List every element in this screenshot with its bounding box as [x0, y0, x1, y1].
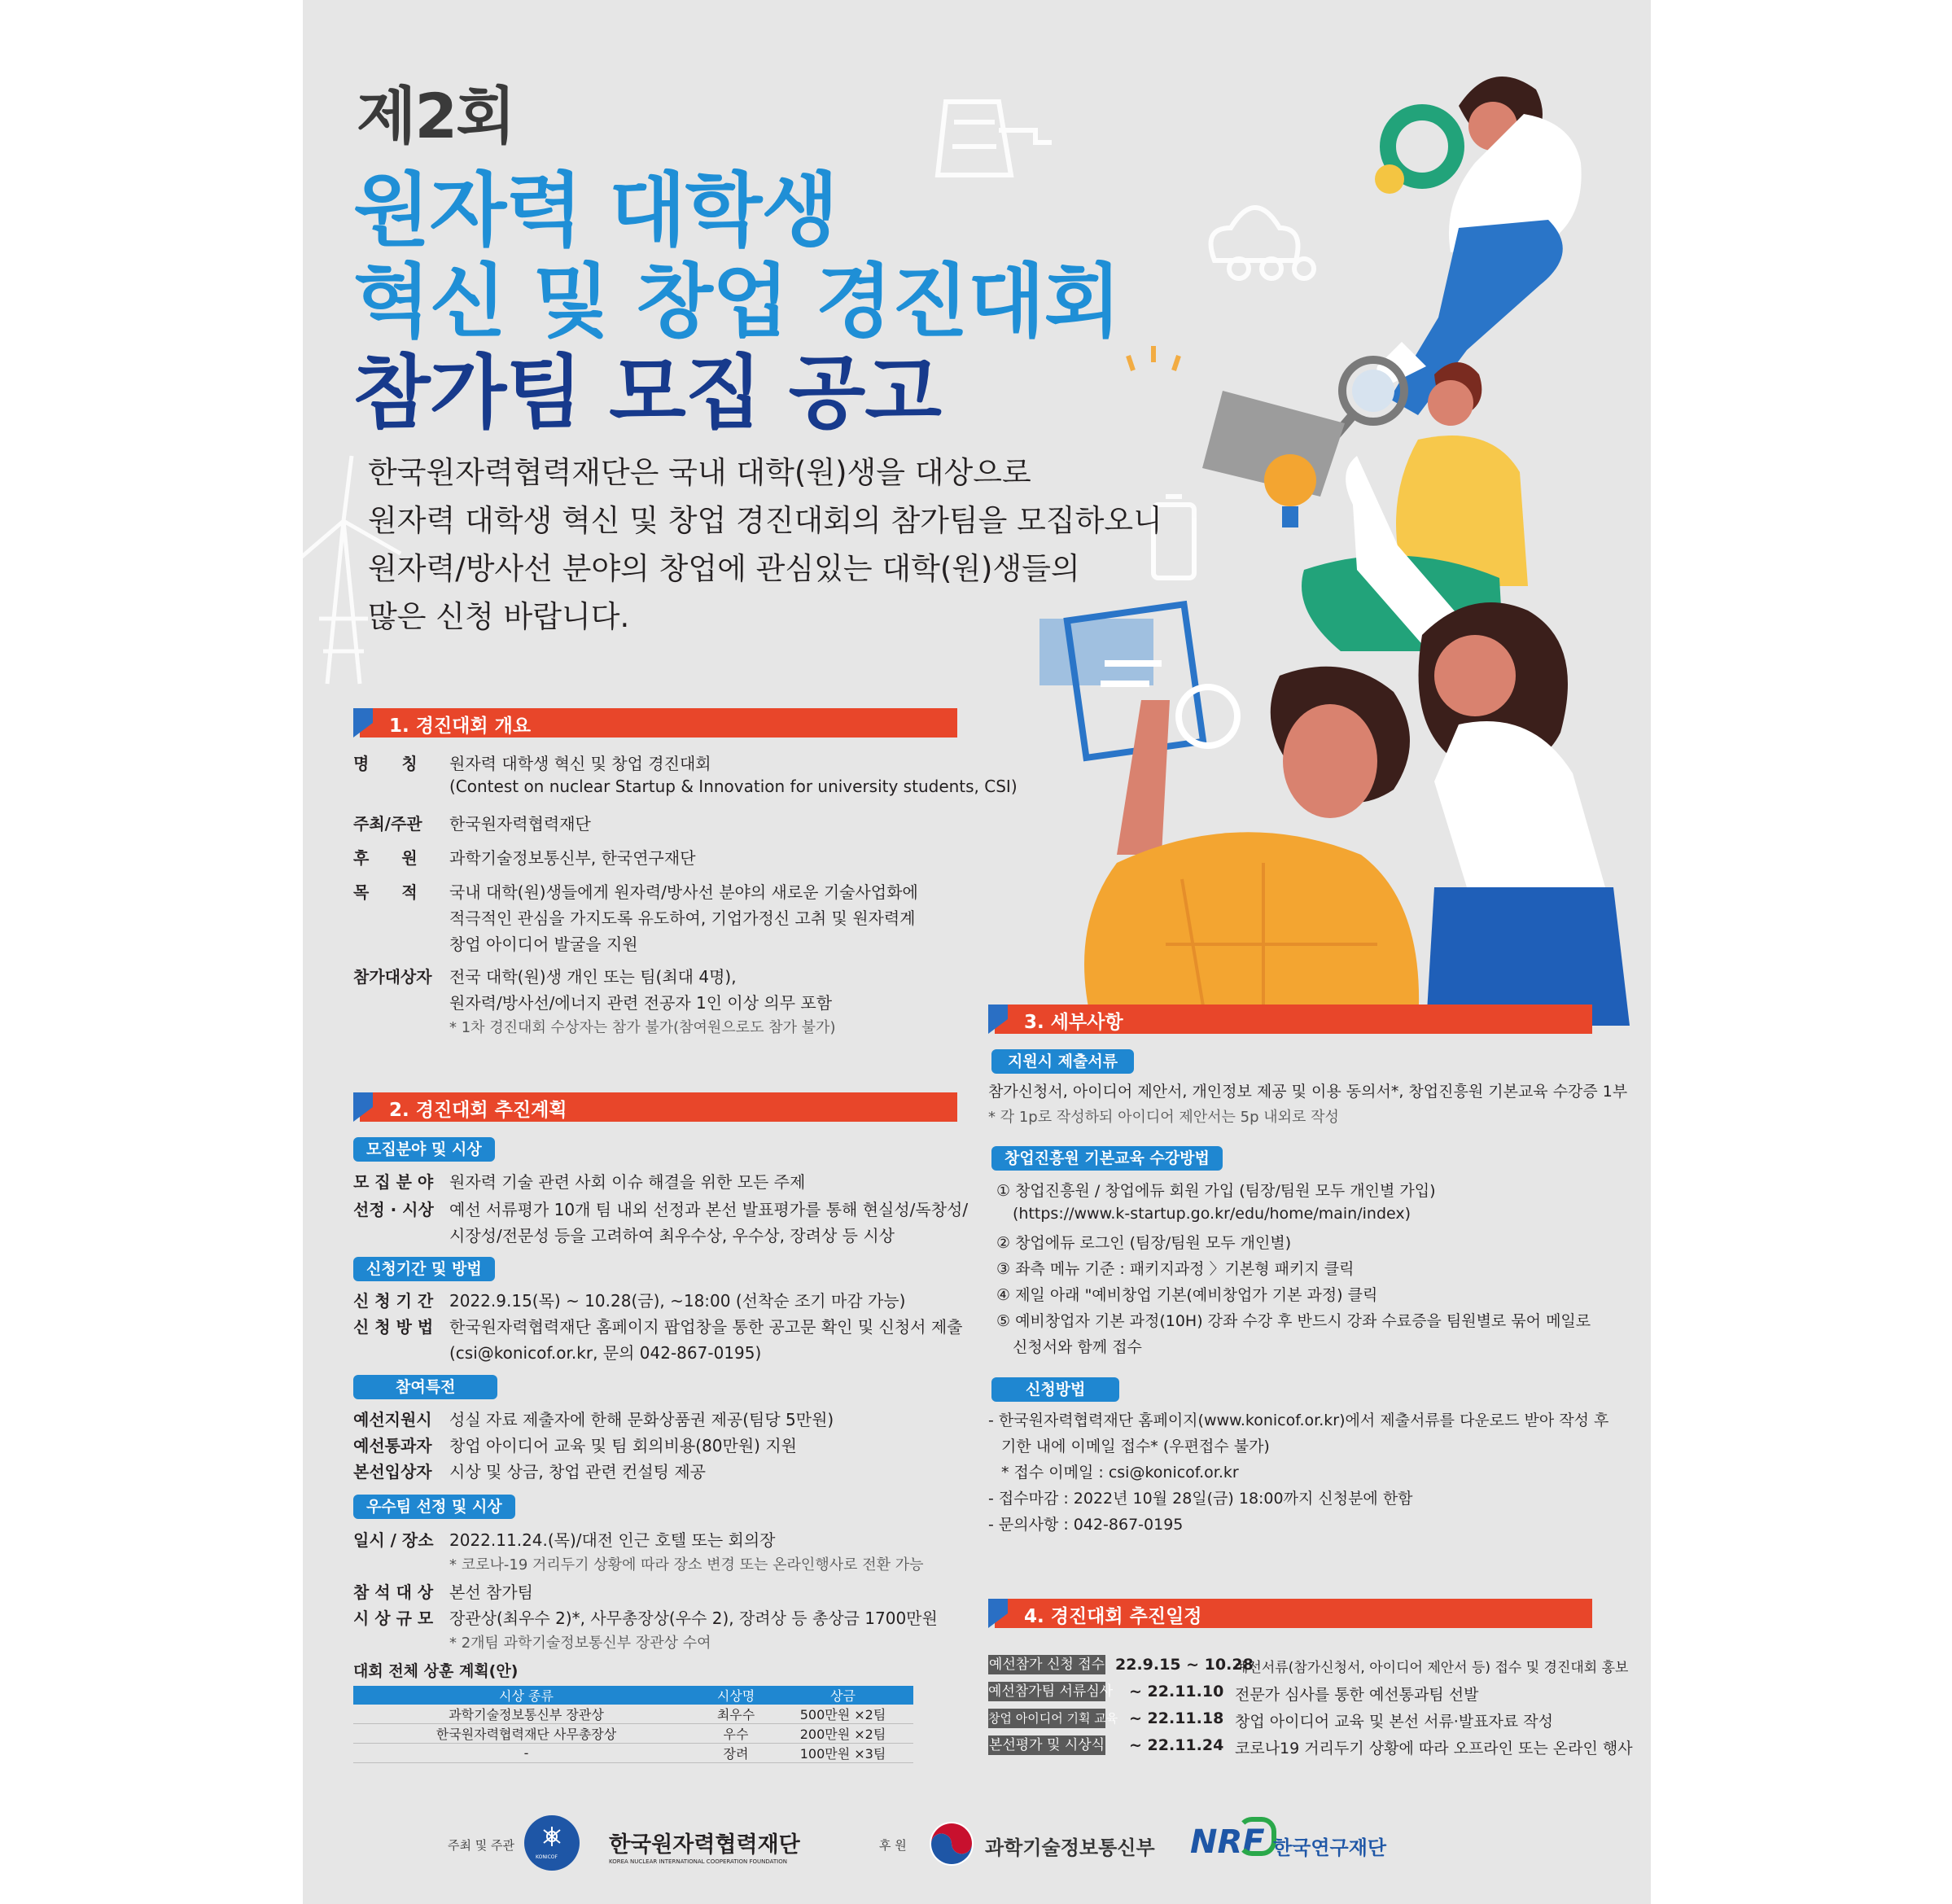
s1-val-sponsor: 과학기술정보통신부, 한국연구재단 [449, 848, 696, 868]
section-1-heading [353, 708, 957, 738]
award-cell: 100만원 ×3팀 [772, 1744, 913, 1763]
s2-key-field: 모 집 분 야 [353, 1172, 434, 1192]
intro-line-3: 원자력/방사선 분야의 창업에 관심있는 대학(원)생들의 [368, 551, 1080, 586]
s3-edu-2: ② 창업에듀 로그인 (팀장/팀원 모두 개인별) [996, 1234, 1292, 1252]
award-cell: - [353, 1744, 699, 1763]
s3-edu-3: ③ 좌측 메뉴 기준 : 패키지과정 〉기본형 패키지 클릭 [996, 1260, 1355, 1278]
s1-key-target: 참가대상자 [353, 967, 432, 987]
s2-sub1-pill: 모집분야 및 시상 [353, 1137, 495, 1162]
s3-apply-1b: 기한 내에 이메일 접수* (우편접수 불가) [1001, 1438, 1270, 1455]
title-line-2: 혁신 및 창업 경진대회 [353, 256, 1121, 348]
section-2-heading [353, 1092, 957, 1122]
s1-val-name: 원자력 대학생 혁신 및 창업 경진대회 [449, 754, 711, 773]
s2-val-scale: 장관상(최우수 2)*, 사무총장상(우수 2), 장려상 등 총상금 1700만원 [449, 1609, 938, 1628]
edition-label: 제2회 [357, 80, 514, 152]
s2-key-prelim: 예선지원시 [353, 1410, 432, 1429]
konicof-logo-icon [524, 1815, 580, 1871]
s2-sub2-pill: 신청기간 및 방법 [353, 1257, 495, 1281]
table-row [353, 1744, 913, 1763]
s2-key-attend: 참 석 대 상 [353, 1582, 434, 1602]
msit-name: 과학기술정보통신부 [985, 1836, 1155, 1859]
schedule-label-3: 창업 아이디어 기획 교육 [988, 1709, 1105, 1728]
schedule-label-1: 예선참가 신청 접수 [988, 1657, 1105, 1673]
s3-apply-1: - 한국원자력협력재단 홈페이지(www.konicof.or.kr)에서 제출서류를 다운로드 받아 작성 후 [988, 1412, 1609, 1429]
title-line-1: 원자력 대학생 [353, 164, 838, 257]
s2-key-when: 일시 / 장소 [353, 1530, 434, 1550]
s2-val-method-2: (csi@konicof.or.kr, 문의 042-867-0195) [449, 1343, 762, 1363]
award-table-header [353, 1686, 913, 1705]
s2-val-prelim: 성실 자료 제출자에 한해 문화상품권 제공(팀당 5만원) [449, 1410, 834, 1429]
s3-edu-5: ⑤ 예비창업자 기본 과정(10H) 강좌 수강 후 반드시 강좌 수료증을 팀원별로 묶어 메일로 [996, 1312, 1591, 1330]
table-row [353, 1705, 913, 1724]
footer-host-label: 주최 및 주관 [448, 1838, 514, 1853]
nrf-name: 한국연구재단 [1273, 1836, 1387, 1859]
schedule-desc-3: 창업 아이디어 교육 및 본선 서류·발표자료 작성 [1235, 1713, 1554, 1731]
s1-val-purpose-2: 적극적인 관심을 가지도록 유도하여, 기업가정신 고취 및 원자력계 [449, 908, 916, 928]
schedule-date-2: ~ 22.11.10 [1129, 1683, 1224, 1700]
table-row [353, 1724, 913, 1744]
award-cell: 한국원자력협력재단 사무총장상 [353, 1724, 699, 1744]
s2-key-scale: 시 상 규 모 [353, 1609, 434, 1628]
s2-val-method-1: 한국원자력협력재단 홈페이지 팝업창을 통한 공고문 확인 및 신청서 제출 [449, 1317, 963, 1337]
section-4-heading [988, 1599, 1592, 1628]
section-3-heading [988, 1005, 1592, 1034]
award-col-name: 시상명 [699, 1686, 772, 1705]
schedule-date-3: ~ 22.11.18 [1129, 1709, 1224, 1727]
s2-key-winner: 본선입상자 [353, 1462, 432, 1482]
s2-note-scale: * 2개팀 과학기술정보통신부 장관상 수여 [449, 1635, 711, 1652]
s1-key-host: 주최/주관 [353, 814, 422, 834]
section-1-heading-label: 1. 경진대회 개요 [389, 716, 532, 737]
s3-edu-4: ④ 제일 아래 "예비창업 기본(예비창업가 기본 과정) 클릭 [996, 1286, 1378, 1304]
s2-val-when: 2022.11.24.(목)/대전 인근 호텔 또는 회의장 [449, 1530, 776, 1550]
s3-docs-pill: 지원시 제출서류 [991, 1049, 1134, 1074]
s1-val-target-2: 원자력/방사선/에너지 관련 전공자 1인 이상 의무 포함 [449, 993, 833, 1013]
s2-val-winner: 시상 및 상금, 창업 관련 컨설팅 제공 [449, 1462, 706, 1482]
s1-val-target-1: 전국 대학(원)생 개인 또는 팀(최대 4명), [449, 967, 737, 987]
award-cell: 우수 [699, 1724, 772, 1744]
s1-val-host: 한국원자력협력재단 [449, 814, 591, 834]
s3-docs-note: * 각 1p로 작성하되 아이디어 제안서는 5p 내외로 작성 [988, 1109, 1339, 1126]
title-line-3: 참가팀 모집 공고 [353, 347, 941, 440]
konicof-name: 한국원자력협력재단 [609, 1832, 800, 1858]
konicof-sub: KOREA NUCLEAR INTERNATIONAL COOPERATION FOUNDATION [609, 1858, 787, 1865]
s2-sub3-pill: 참여특전 [353, 1375, 497, 1399]
section-2-heading-label: 2. 경진대회 추진계획 [389, 1100, 567, 1121]
s1-val-purpose-3: 창업 아이디어 발굴을 지원 [449, 934, 638, 954]
s2-key-select: 선정 · 시상 [353, 1200, 434, 1219]
award-cell: 최우수 [699, 1705, 772, 1724]
award-col-type: 시상 종류 [353, 1686, 699, 1705]
s2-key-passed: 예선통과자 [353, 1436, 432, 1455]
schedule-label-2: 예선참가팀 서류심사 [988, 1683, 1114, 1700]
section-3-heading-label: 3. 세부사항 [1024, 1012, 1123, 1033]
schedule-date-4: ~ 22.11.24 [1129, 1736, 1224, 1754]
msit-logo-icon [928, 1820, 975, 1867]
s3-apply-pill: 신청방법 [991, 1377, 1119, 1402]
footer-sponsor-label: 후 원 [879, 1838, 907, 1853]
schedule-desc-2: 전문가 심사를 통한 예선통과팀 선발 [1235, 1686, 1479, 1704]
s1-key-name: 명 칭 [353, 754, 418, 773]
poster [303, 0, 1651, 1904]
intro-line-2: 원자력 대학생 혁신 및 창업 경진대회의 참가팀을 모집하오니 [368, 503, 1162, 538]
award-col-prize: 상금 [772, 1686, 913, 1705]
s1-key-sponsor: 후 원 [353, 848, 418, 868]
s2-sub4-pill: 우수팀 선정 및 시상 [353, 1495, 515, 1519]
award-cell: 과학기술정보통신부 장관상 [353, 1705, 699, 1724]
s3-edu-1: ① 창업진흥원 / 창업에듀 회원 가입 (팀장/팀원 모두 개인별 가입) [996, 1182, 1436, 1200]
s3-apply-email: * 접수 이메일 : csi@konicof.or.kr [1001, 1464, 1239, 1482]
award-table [353, 1686, 913, 1763]
s2-note-when: * 코로나-19 거리두기 상황에 따라 장소 변경 또는 온라인행사로 전환 가능 [449, 1556, 924, 1574]
konicof-mark: KONICOF [536, 1854, 558, 1860]
intro-line-1: 한국원자력협력재단은 국내 대학(원)생을 대상으로 [368, 455, 1031, 490]
s1-val-purpose-1: 국내 대학(원)생들에게 원자력/방사선 분야의 새로운 기술사업화에 [449, 882, 918, 902]
s1-val-name-en: (Contest on nuclear Startup & Innovation for university students, CSI) [449, 777, 1018, 796]
s2-val-passed: 창업 아이디어 교육 및 팀 회의비용(80만원) 지원 [449, 1436, 797, 1455]
nrf-mark: NRF [1190, 1823, 1265, 1861]
s2-key-period: 신 청 기 간 [353, 1291, 434, 1311]
nrf-swoosh-icon [1237, 1817, 1276, 1856]
award-cell: 500만원 ×2팀 [772, 1705, 913, 1724]
s2-val-attend: 본선 참가팀 [449, 1582, 533, 1602]
s2-val-select-1: 예선 서류평가 10개 팀 내외 선정과 본선 발표평가를 통해 현실성/독창성/ [449, 1200, 969, 1219]
schedule-desc-1: 예선서류(참가신청서, 아이디어 제안서 등) 접수 및 경진대회 홍보 [1235, 1660, 1629, 1676]
s3-edu-url[interactable]: (https://www.k-startup.go.kr/edu/home/main/index) [1013, 1205, 1411, 1223]
schedule-desc-4: 코로나19 거리두기 상황에 따라 오프라인 또는 온라인 행사 [1235, 1740, 1633, 1757]
schedule-date-1: 22.9.15 ~ 10.28 [1115, 1656, 1254, 1674]
s1-key-purpose: 목 적 [353, 882, 418, 902]
s2-val-period: 2022.9.15(목) ~ 10.28(금), ~18:00 (선착순 조기 마감 가능) [449, 1291, 906, 1311]
s3-docs-text: 참가신청서, 아이디어 제안서, 개인정보 제공 및 이용 동의서*, 창업진흥원 기본교육 수강증 1부 [988, 1083, 1628, 1101]
s3-apply-contact: - 문의사항 : 042-867-0195 [988, 1516, 1184, 1534]
intro-line-4: 많은 신청 바랍니다. [368, 599, 630, 634]
s3-edu-pill: 창업진흥원 기본교육 수강방법 [991, 1146, 1223, 1171]
s3-apply-deadline: - 접수마감 : 2022년 10월 28일(금) 18:00까지 신청분에 한함 [988, 1490, 1413, 1508]
award-cell: 장려 [699, 1744, 772, 1763]
s2-val-select-2: 시장성/전문성 등을 고려하여 최우수상, 우수상, 장려상 등 시상 [449, 1226, 895, 1245]
s2-val-field: 원자력 기술 관련 사회 이슈 해결을 위한 모든 주제 [449, 1172, 806, 1192]
s2-key-method: 신 청 방 법 [353, 1317, 434, 1337]
s1-note: * 1차 경진대회 수상자는 참가 불가(참여원으로도 참가 불가) [449, 1019, 836, 1036]
s3-edu-5b: 신청서와 함께 접수 [1013, 1338, 1142, 1356]
section-4-heading-label: 4. 경진대회 추진일정 [1024, 1606, 1202, 1627]
award-cell: 200만원 ×2팀 [772, 1724, 913, 1744]
award-table-title: 대회 전체 상훈 계획(안) [353, 1662, 519, 1680]
schedule-label-4: 본선평가 및 시상식 [988, 1737, 1105, 1753]
